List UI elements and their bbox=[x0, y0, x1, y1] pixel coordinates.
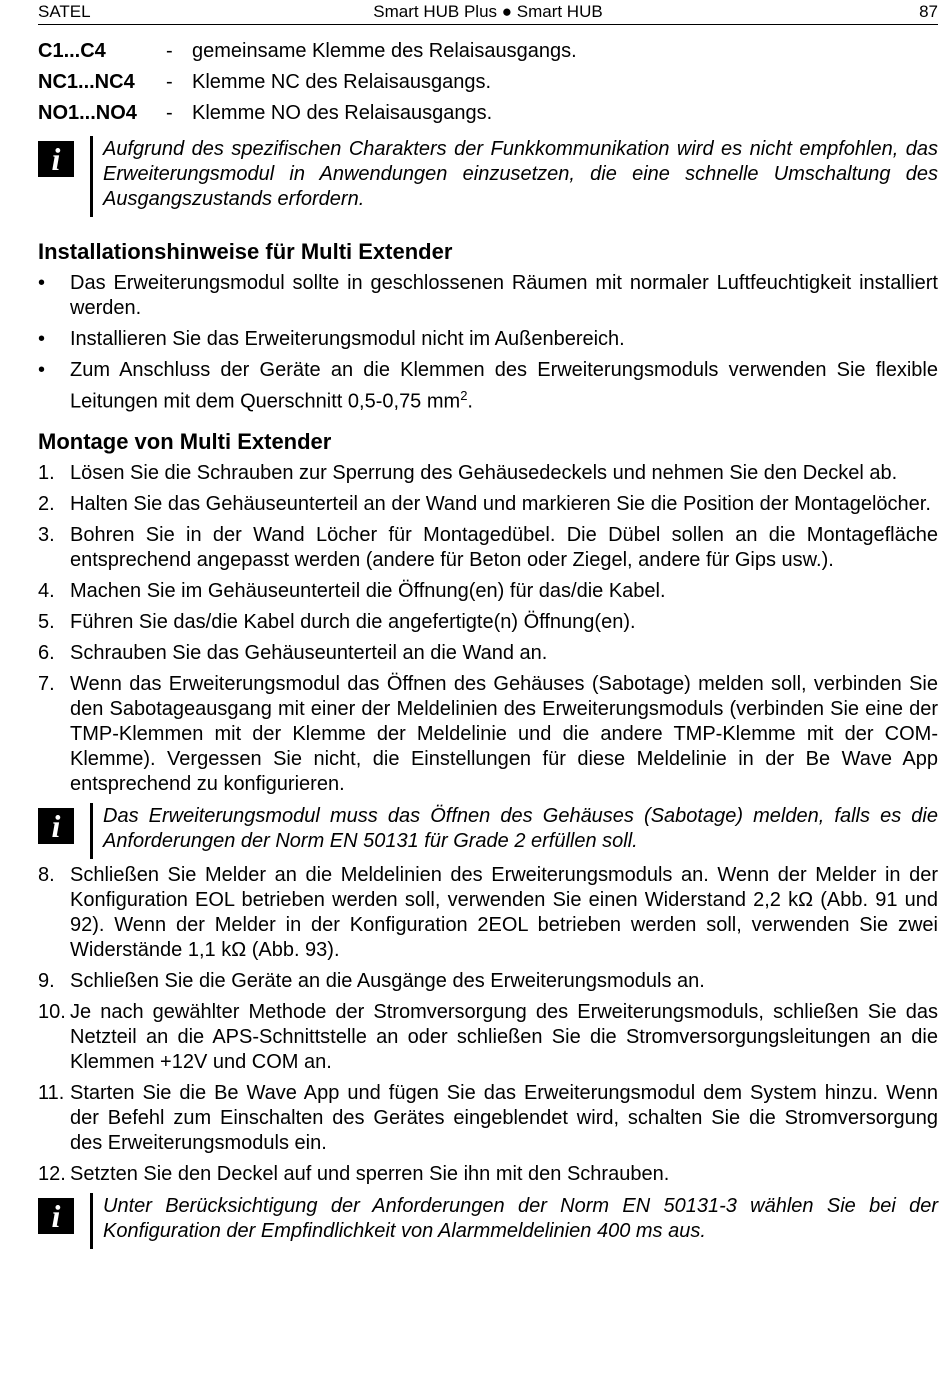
info-note bbox=[38, 136, 938, 217]
step-number: 12. bbox=[38, 1162, 66, 1185]
list-item bbox=[38, 610, 938, 635]
step-number: 3. bbox=[38, 523, 55, 546]
terminal-key: NO1...NO4 bbox=[38, 102, 137, 124]
step-number: 7. bbox=[38, 672, 55, 695]
section-heading: Installationshinweise für Multi Extender bbox=[38, 239, 453, 264]
terminal-list bbox=[38, 39, 938, 132]
terminal-dash: - bbox=[166, 40, 173, 62]
list-item-text: Das Erweiterungsmodul sollte in geschlossenen Räumen mit normaler Luftfeuchtigkeit installiert werden. bbox=[70, 272, 938, 319]
step-number: 5. bbox=[38, 610, 55, 633]
list-item-text: Zum Anschluss der Geräte an die Klemmen des Erweiterungsmoduls verwenden Sie flexible Leitungen mit dem Querschnitt 0,5-0,75 mm bbox=[70, 359, 938, 413]
step-text: Wenn das Erweiterungsmodul das Öffnen des Gehäuses (Sabotage) melden soll, verbinden Sie den Sabotageausgang mit einer der Meldelinien des Erweiterungsmoduls (verbinden Sie eine der TMP-Klemmen mit der Klemme der Meldelinie und die andere TMP-Klemme mit der COM-Klemme). Vergessen Sie nicht, die Einstellungen für diese Meldelinie in der Be Wave App entsprechend zu konfigurieren. bbox=[70, 672, 938, 795]
list-item bbox=[38, 1081, 938, 1156]
bullet-marker: • bbox=[38, 272, 46, 294]
step-text: Machen Sie im Gehäuseunterteil die Öffnung(en) für das/die Kabel. bbox=[70, 579, 666, 602]
section-heading: Montage von Multi Extender bbox=[38, 428, 332, 454]
info-note bbox=[38, 803, 938, 859]
step-number: 9. bbox=[38, 969, 55, 992]
note-text: Unter Berücksichtigung der Anforderungen der Norm EN 50131-3 wählen Sie bei der Konfiguration der Empfindlichkeit von Alarmmeldelinien 400 ms aus. bbox=[103, 1194, 938, 1242]
steps-list bbox=[38, 461, 938, 797]
list-item bbox=[38, 358, 938, 415]
list-item bbox=[38, 492, 938, 517]
bullet-marker: • bbox=[38, 359, 46, 381]
page-header bbox=[38, 0, 938, 25]
step-text: Schrauben Sie das Gehäuseunterteil an die Wand an. bbox=[70, 641, 548, 664]
list-item bbox=[38, 969, 938, 994]
list-item-text-wrap bbox=[70, 358, 938, 415]
terminal-key: NC1...NC4 bbox=[38, 71, 135, 93]
list-item bbox=[38, 271, 938, 321]
step-text: Schließen Sie die Geräte an die Ausgänge des Erweiterungsmoduls an. bbox=[70, 969, 705, 992]
list-item bbox=[38, 1000, 938, 1075]
note-divider bbox=[90, 136, 93, 217]
list-item bbox=[38, 461, 938, 486]
step-number: 4. bbox=[38, 579, 55, 602]
terminal-row bbox=[38, 70, 938, 101]
info-icon: i bbox=[38, 141, 74, 177]
terminal-row bbox=[38, 39, 938, 70]
info-icon: i bbox=[38, 1198, 74, 1234]
page-number: 87 bbox=[919, 2, 938, 21]
info-icon: i bbox=[38, 808, 74, 844]
step-number: 10. bbox=[38, 1000, 66, 1023]
list-item-text: Installieren Sie das Erweiterungsmodul nicht im Außenbereich. bbox=[70, 328, 625, 350]
product-title: Smart HUB Plus ● Smart HUB bbox=[373, 2, 603, 21]
note-text: Aufgrund des spezifischen Charakters der Funkkommunikation wird es nicht empfohlen, das Erweiterungsmodul in Anwendungen einzusetzen, die eine schnelle Umschaltung des Ausgangszustands erfordern. bbox=[103, 138, 938, 210]
bullet-list bbox=[38, 271, 938, 415]
step-number: 2. bbox=[38, 492, 55, 515]
step-text: Halten Sie das Gehäuseunterteil an der Wand und markieren Sie die Position der Montagelöcher. bbox=[70, 492, 931, 515]
note-divider bbox=[90, 803, 93, 859]
step-text: Lösen Sie die Schrauben zur Sperrung des Gehäusedeckels und nehmen Sie den Deckel ab. bbox=[70, 461, 898, 484]
list-item bbox=[38, 1162, 938, 1187]
step-text: Setzten Sie den Deckel auf und sperren Sie ihn mit den Schrauben. bbox=[70, 1162, 670, 1185]
list-item bbox=[38, 641, 938, 666]
terminal-dash: - bbox=[166, 71, 173, 93]
terminal-dash: - bbox=[166, 102, 173, 124]
step-number: 11. bbox=[38, 1081, 65, 1104]
terminal-key: C1...C4 bbox=[38, 40, 106, 62]
list-item bbox=[38, 327, 938, 352]
note-text: Das Erweiterungsmodul muss das Öffnen des Gehäuses (Sabotage) melden, falls es die Anforderungen der Norm EN 50131 für Grade 2 erfüllen soll. bbox=[103, 804, 938, 852]
step-text: Starten Sie die Be Wave App und fügen Sie das Erweiterungsmodul dem System hinzu. Wenn der Befehl zum Einschalten des Gerätes eingeblendet wird, schalten Sie die Stromversorgung des Erweiterungsmoduls ein. bbox=[70, 1081, 938, 1154]
step-number: 8. bbox=[38, 863, 55, 886]
page-body bbox=[38, 39, 938, 1249]
note-divider bbox=[90, 1193, 93, 1249]
terminal-desc: Klemme NO des Relaisausgangs. bbox=[192, 102, 493, 124]
terminal-desc: Klemme NC des Relaisausgangs. bbox=[192, 71, 492, 93]
step-number: 6. bbox=[38, 641, 55, 664]
brand-name: SATEL bbox=[38, 2, 91, 21]
steps-list bbox=[38, 863, 938, 1187]
list-item bbox=[38, 672, 938, 797]
step-text: Führen Sie das/die Kabel durch die angefertigte(n) Öffnung(en). bbox=[70, 610, 636, 633]
terminal-row bbox=[38, 101, 938, 132]
bullet-marker: • bbox=[38, 328, 46, 350]
step-number: 1. bbox=[38, 461, 55, 484]
list-item bbox=[38, 523, 938, 573]
list-item bbox=[38, 863, 938, 963]
terminal-desc: gemeinsame Klemme des Relaisausgangs. bbox=[192, 40, 577, 62]
step-text: Je nach gewählter Methode der Stromversorgung des Erweiterungsmoduls, schließen Sie das Netzteil an die APS-Schnittstelle an oder schließen Sie die Stromversorgungsleitungen an die Klemmen +12V und COM an. bbox=[70, 1000, 938, 1073]
period: . bbox=[467, 390, 473, 413]
list-item bbox=[38, 579, 938, 604]
step-text: Bohren Sie in der Wand Löcher für Montagedübel. Die Dübel sollen an die Montagefläche entsprechend angepasst werden (andere für Beton oder Ziegel, andere für Gips usw.). bbox=[70, 523, 938, 571]
info-note bbox=[38, 1193, 938, 1249]
superscript: 2 bbox=[460, 388, 468, 403]
step-text: Schließen Sie Melder an die Meldelinien des Erweiterungsmoduls an. Wenn der Melder in der Konfiguration EOL betrieben werden soll, verwenden Sie einen Widerstand 2,2 kΩ (Abb. 91 und 92). Wenn der Melder in der Konfiguration 2EOL betrieben werden soll, verwenden Sie zwei Widerstände 1,1 kΩ (Abb. 93). bbox=[70, 863, 938, 961]
